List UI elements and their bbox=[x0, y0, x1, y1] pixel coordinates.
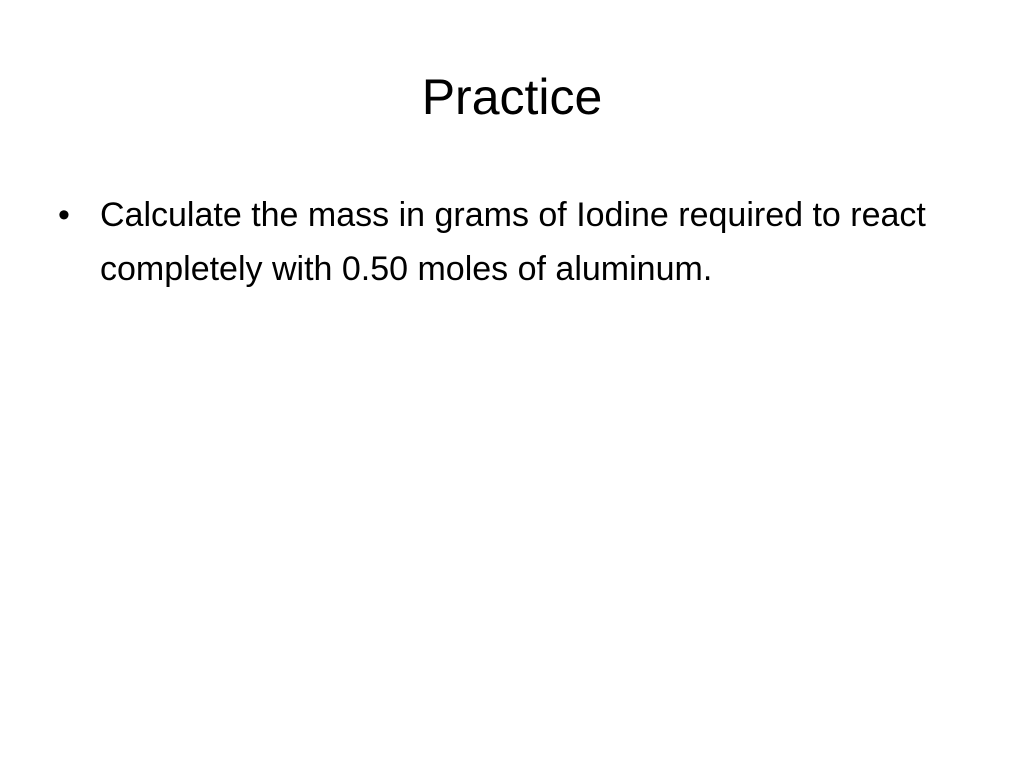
bullet-dot-icon: • bbox=[58, 196, 70, 234]
bullet-item bbox=[56, 188, 976, 296]
slide-title: Practice bbox=[421, 69, 603, 125]
bullet-list bbox=[56, 188, 976, 296]
bullet-text: Calculate the mass in grams of Iodine required to react completely with 0.50 moles of aluminum. bbox=[100, 196, 926, 288]
